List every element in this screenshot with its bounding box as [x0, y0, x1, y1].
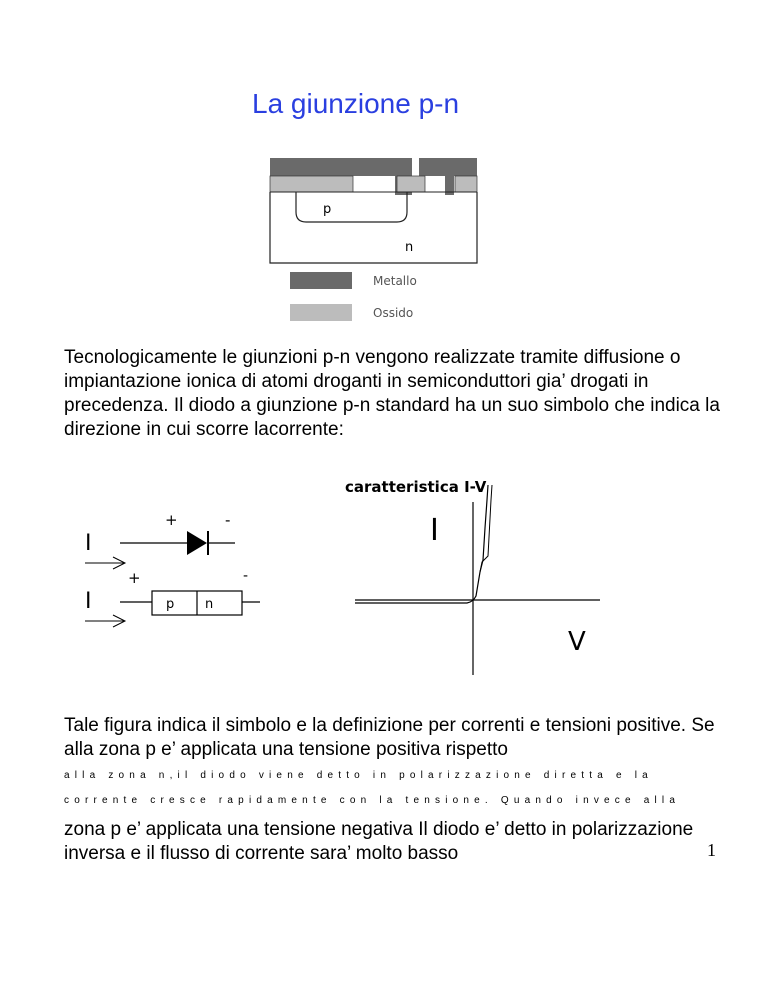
diode-symbol [85, 511, 260, 627]
oxide-layer-middle [397, 176, 425, 192]
diode-figure [55, 480, 615, 685]
arrow-icon [85, 557, 125, 569]
current-label-top: I [85, 531, 92, 556]
axis-v-label: V [568, 627, 586, 657]
diode-triangle [187, 531, 207, 555]
chart-title: caratteristica I-V [345, 480, 487, 496]
paragraph-2: Tale figura indica il simbolo e la definizione per correnti e tensioni positive. Se alla zona p e’ applicata una tensione positiva rispetto [64, 715, 715, 760]
spaced-line-1: alla zona n,il diodo viene detto in polarizzazione diretta e la [64, 770, 653, 781]
page-title: La giunzione p-n [252, 88, 460, 119]
legend-swatch-metallo [290, 272, 352, 289]
arrow-icon [85, 615, 125, 627]
box-p-label: p [166, 597, 175, 612]
metal-layer-left [270, 158, 412, 176]
iv-curve [355, 485, 488, 603]
plus-label-top: + [165, 511, 178, 529]
page-number: 1 [707, 840, 716, 860]
box-n-label: n [205, 597, 214, 612]
oxide-layer-left [270, 176, 353, 192]
p-label: p [323, 202, 332, 217]
iv-characteristic [345, 480, 600, 675]
oxide-layer-right [455, 176, 477, 192]
legend-label-metallo: Metallo [373, 274, 417, 288]
minus-label-bottom: - [243, 568, 249, 584]
n-label: n [405, 240, 414, 255]
plus-label-bottom: + [128, 569, 141, 587]
paragraph-3: zona p e’ applicata una tensione negativa Il diodo e’ detto in polarizzazione inversa e il flusso di corrente sara’ molto basso [64, 819, 694, 864]
p-region [296, 192, 407, 222]
metal-layer-right [419, 158, 477, 176]
n-substrate [270, 192, 477, 263]
current-label-bottom: I [85, 589, 92, 614]
legend-label-ossido: Ossido [373, 306, 414, 320]
legend-swatch-ossido [290, 304, 352, 321]
minus-label-top: - [225, 511, 231, 529]
axis-i-label: I [430, 513, 439, 548]
paragraph-1: Tecnologicamente le giunzioni p-n vengono realizzate tramite diffusione o impiantazione ionica di atomi droganti in semiconduttori gia’ drogati in precedenza. Il diodo a giunzione p-n standard ha un suo simbolo che indica la direzione in cui scorre lacorrente: [64, 347, 720, 440]
pn-junction-diagram [265, 155, 485, 325]
spaced-line-2: corrente cresce rapidamente con la tensione. Quando invece alla [64, 795, 681, 806]
